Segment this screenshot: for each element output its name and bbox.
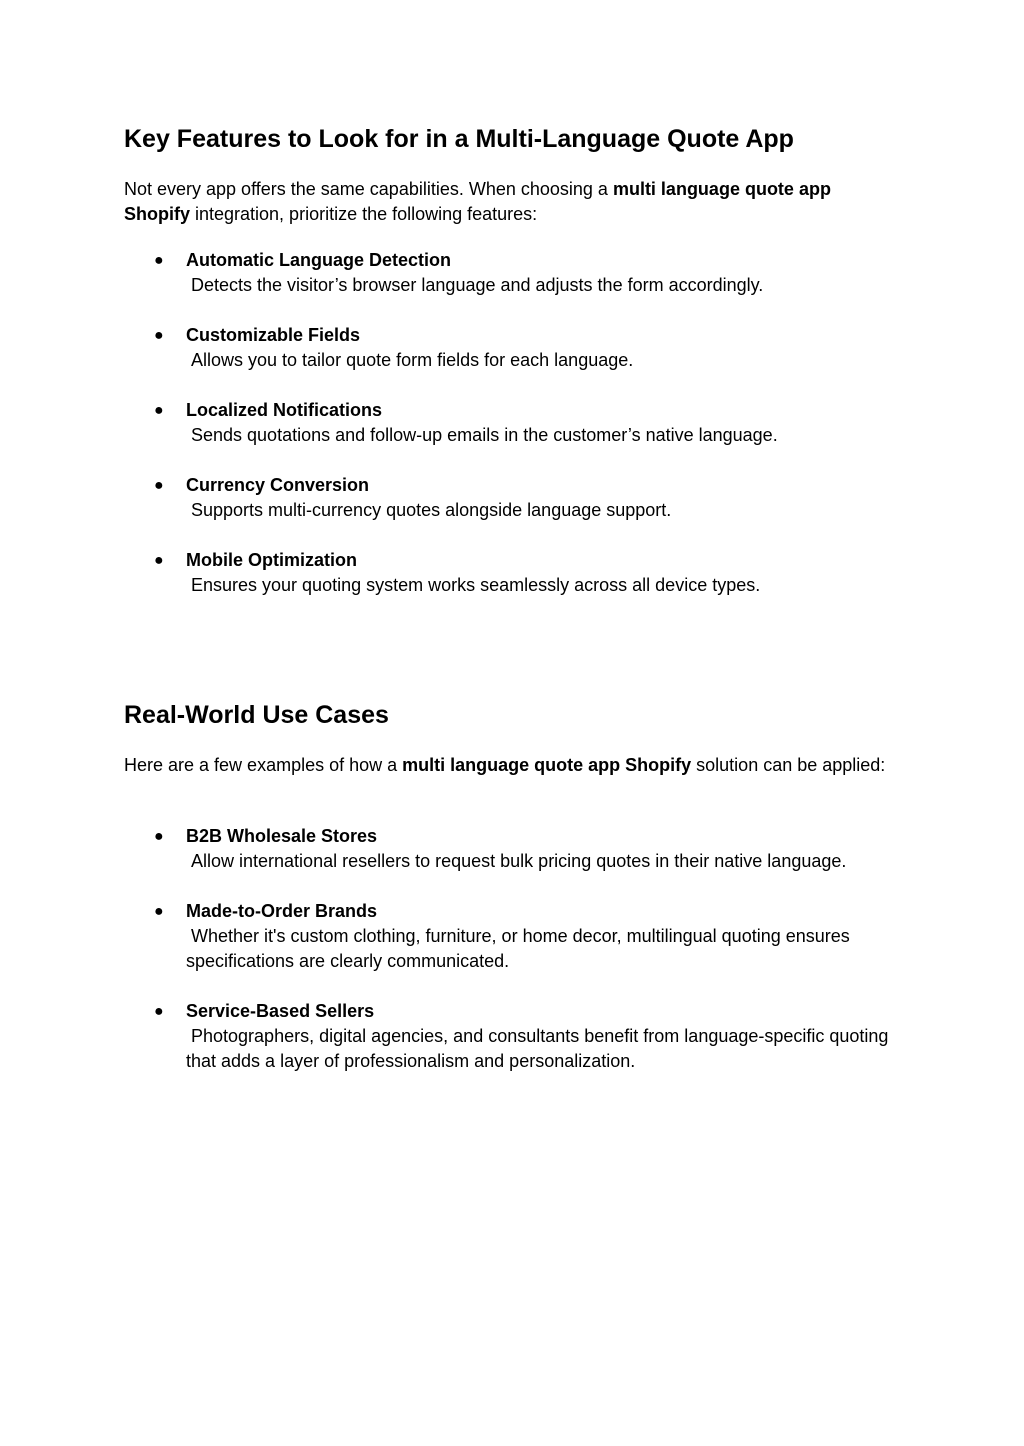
bullet-icon: ● xyxy=(154,327,164,344)
list-item xyxy=(0,248,896,298)
list-item-description: Sends quotations and follow-up emails in the customer’s native language. xyxy=(191,425,778,445)
list-item xyxy=(0,548,896,598)
list-item-title: Made-to-Order Brands xyxy=(186,901,378,921)
list-item-description: Photographers, digital agencies, and consultants benefit from language-specific quoting that adds a layer of professionalism and personalization. xyxy=(186,1026,889,1071)
list-item-title: Mobile Optimization xyxy=(186,550,357,570)
bullet-icon: ● xyxy=(154,402,164,419)
use-case-list xyxy=(0,824,1024,1099)
list-item xyxy=(0,398,896,448)
list-item xyxy=(0,899,896,974)
list-item xyxy=(0,999,896,1074)
section-intro-key-features xyxy=(124,177,894,227)
feature-list xyxy=(0,248,1024,623)
list-item-title: Currency Conversion xyxy=(186,475,370,495)
intro-keyword: multi language quote app Shopify xyxy=(124,179,831,224)
list-item-title: Service-Based Sellers xyxy=(186,1001,375,1021)
bullet-icon: ● xyxy=(154,477,164,494)
list-item xyxy=(0,323,896,373)
intro-text: Not every app offers the same capabilities. When choosing a xyxy=(124,179,613,199)
intro-text: Here are a few examples of how a xyxy=(124,755,403,775)
list-item-description: Supports multi-currency quotes alongside language support. xyxy=(191,500,672,520)
intro-text: integration, prioritize the following features: xyxy=(190,204,538,224)
list-item-description: Ensures your quoting system works seamlessly across all device types. xyxy=(191,575,761,595)
list-item-title: B2B Wholesale Stores xyxy=(186,826,378,846)
list-item-description: Detects the visitor’s browser language and adjusts the form accordingly. xyxy=(191,275,764,295)
section-heading-key-features: Key Features to Look for in a Multi-Language Quote App xyxy=(124,125,794,153)
section-intro-use-cases xyxy=(124,753,894,778)
list-item-title: Localized Notifications xyxy=(186,400,383,420)
intro-keyword: multi language quote app Shopify xyxy=(402,755,692,775)
bullet-icon: ● xyxy=(154,828,164,845)
list-item-description: Allows you to tailor quote form fields for each language. xyxy=(191,350,634,370)
bullet-icon: ● xyxy=(154,903,164,920)
bullet-icon: ● xyxy=(154,252,164,269)
list-item-title: Automatic Language Detection xyxy=(186,250,452,270)
list-item xyxy=(0,473,896,523)
bullet-icon: ● xyxy=(154,1003,164,1020)
list-item-title: Customizable Fields xyxy=(186,325,361,345)
intro-text: solution can be applied: xyxy=(691,755,886,775)
list-item-description: Allow international resellers to request bulk pricing quotes in their native language. xyxy=(191,851,847,871)
list-item xyxy=(0,824,896,874)
bullet-icon: ● xyxy=(154,552,164,569)
section-heading-use-cases: Real-World Use Cases xyxy=(124,701,389,729)
list-item-description: Whether it's custom clothing, furniture, or home decor, multilingual quoting ensures specifications are clearly communicated. xyxy=(186,926,850,971)
